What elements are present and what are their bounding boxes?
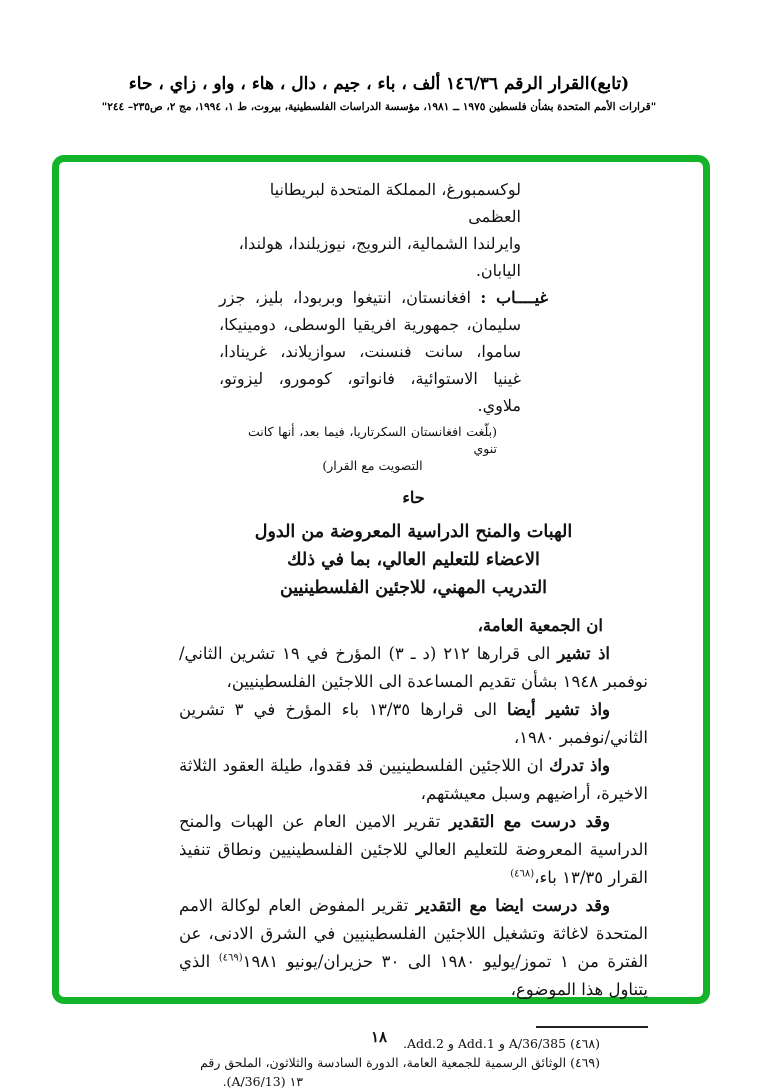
footnote-marker: (٤٦٨) — [570, 1036, 600, 1051]
secretariat-note-line: التصويت مع القرار) — [322, 458, 423, 473]
paragraph-lead: وقد درست ايضا مع التقدير — [416, 896, 610, 915]
paragraph-text: الذي يتناول هذا الموضوع، — [179, 952, 648, 999]
footnote-text-continuation: ١٣ (A/36/13). — [222, 1074, 303, 1089]
footnote-reference: (٤٦٩) — [218, 952, 243, 964]
footnote-text: الوثائق الرسمية للجمعية العامة، الدورة السادسة والثلاثون، الملحق رقم — [200, 1055, 567, 1070]
paragraph-lead: وقد درست مع التقدير — [449, 812, 610, 831]
preamble-paragraph — [179, 640, 648, 696]
footnote-text: A/36/385 و Add.1 و Add.2. — [402, 1036, 567, 1051]
absent-countries: افغانستان، انتيغوا وبربودا، بليز، جزر سليمان، جمهورية افريقيا الوسطى، دومينيكا، ساموا، سانت فنسنت، سوازيلاند، غرينادا، غينيا الاستوائية، فانواتو، كومورو، ليزوتو، ملاوي. — [219, 288, 521, 415]
resolution-header: (تابع)القرار الرقم ١٤٦/٣٦ ألف ، باء ، جيم ، دال ، هاء ، واو ، زاي ، حاء — [128, 74, 630, 94]
preamble-paragraph — [179, 696, 648, 752]
preamble-paragraph — [179, 808, 648, 892]
page-number: ١٨ — [370, 1028, 388, 1046]
preamble-paragraph — [179, 752, 648, 808]
paragraph-text: تقرير المفوض العام لوكالة الامم المتحدة لاغاثة وتشغيل اللاجئين الفلسطينيين في الشرق الادنى، عن الفترة من ١ تموز/يوليو ١٩٨٠ الى ٣٠ حزيران/يونيو ١٩٨١ — [179, 896, 649, 971]
footnote-reference: (٤٦٨) — [510, 868, 535, 880]
preamble-paragraph — [179, 892, 648, 1004]
voting-record — [219, 176, 548, 474]
footnote-marker: (٤٦٩) — [570, 1055, 600, 1070]
paragraph-text: تقرير الامين العام عن الهبات والمنح الدراسية المعروضة للتعليم العالي للاجئين الفلسطينيين ونطاق تنفيذ القرار ١٣/٣٥ باء، — [179, 812, 648, 887]
secretariat-note — [248, 423, 497, 474]
paragraph-lead: واذ تشير أيضا — [507, 700, 611, 719]
section-letter: حاء — [402, 488, 425, 507]
paragraph-text: ان اللاجئين الفلسطينيين قد فقدوا، طيلة العقود الثلاثة الاخيرة، أراضيهم وسبل معيشتهم، — [179, 756, 648, 803]
vote-continuation-line: لوكسمبورغ، المملكة المتحدة لبريطانيا العظمى — [269, 180, 521, 226]
footnote — [115, 1053, 600, 1091]
source-citation: "قرارات الأمم المتحدة بشأن فلسطين ١٩٧٥ ــ ١٩٨١، مؤسسة الدراسات الفلسطينية، بيروت، ط ١، ١٩٩٤، مج ٢، ص٢٣٥– ٢٤٤" — [101, 101, 657, 113]
paragraph-lead: اذ تشير — [557, 644, 611, 663]
vote-continuation-line: وايرلندا الشمالية، النرويج، نيوزيلندا، هولندا، اليابان. — [238, 234, 521, 280]
absent-label: غيــــاب : — [480, 288, 549, 307]
paragraph-text: الى قرارها ١٣/٣٥ باء المؤرخ في ٣ تشرين الثاني/نوفمبر ١٩٨٠، — [179, 700, 648, 747]
paragraph-lead: واذ تدرك — [549, 756, 610, 775]
resolution-title-line: الهبات والمنح الدراسية المعروضة من الدول — [254, 522, 573, 542]
resolution-title-line: الاعضاء للتعليم العالي، بما في ذلك — [287, 550, 540, 570]
absent-entry — [219, 284, 548, 419]
vote-list-continuation — [219, 176, 548, 284]
preamble-intro: ان الجمعية العامة، — [477, 616, 603, 635]
resolution-title — [179, 518, 648, 602]
page-header — [0, 74, 758, 113]
secretariat-note-line: (بلّغت افغانستان السكرتاريا، فيما بعد، أنها كانت تنوي — [248, 424, 497, 456]
resolution-title-line: التدريب المهني، للاجئين الفلسطينيين — [279, 578, 548, 598]
paragraph-text: الى قرارها ٢١٢ (د ـ ٣) المؤرخ في ١٩ تشرين الثاني/نوفمبر ١٩٤٨ بشأن تقديم المساعدة الى اللاجئين الفلسطينيين، — [179, 644, 648, 691]
